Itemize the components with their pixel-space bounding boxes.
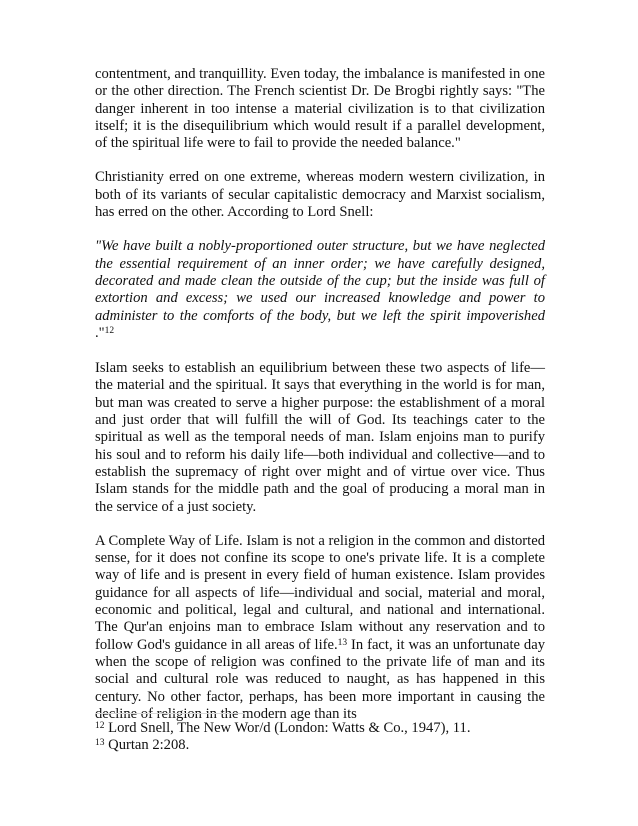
footnote-13 bbox=[95, 737, 545, 754]
footnote-ref-12: 12 bbox=[104, 325, 115, 336]
footnote-divider bbox=[95, 713, 245, 714]
footnote-12 bbox=[95, 720, 545, 737]
footnote-ref-13: 13 bbox=[337, 637, 348, 648]
footnote-number: 13 bbox=[95, 738, 105, 748]
footnote-number: 12 bbox=[95, 721, 105, 731]
paragraph-contentment: contentment, and tranquillity. Even today, the imbalance is manifested in one or the other direction. The French scientist Dr. De Brogbi rightly says: "The danger inherent in too intense a material civilization is to that civilization itself; it is the disequilibrium which would result if a parallel development, of the spiritual life were to fail to provide the needed balance." bbox=[95, 66, 545, 152]
quote-text: "We have built a nobly-proportioned outer structure, but we have neglected the essential requirement of an inner order; we have carefully designed, decorated and made clean the outside of the cup; but the inside was full of extortion and excess; we used our increased knowledge and power to administer to the comforts of the body, but we left the spirit impoverished bbox=[95, 238, 545, 324]
footnote-text: Qurtan 2:208. bbox=[104, 737, 190, 753]
paragraph-islam-equilibrium: Islam seeks to establish an equilibrium between these two aspects of life—the material and the spiritual. It says that everything in the world is for man, but man was created to serve a higher purpose: the establishment of a moral and just order that will fulfill the will of God. Its teachings cater to the spiritual as well as the temporal needs of man. Islam enjoins man to purify his soul and to reform his daily life—both individual and collective—and to establish the supremacy of right over might and of virtue over vice. Thus Islam stands for the middle path and the goal of producing a moral man in the service of a just society. bbox=[95, 360, 545, 515]
footnotes bbox=[95, 720, 545, 754]
paragraph-christianity: Christianity erred on one extreme, whereas modern western civilization, in both of its variants of secular capitalistic democracy and Marxist socialism, has erred on the other. According to Lord Snell: bbox=[95, 169, 545, 221]
complete-text-before: A Complete Way of Life. Islam is not a religion in the common and distorted sense, for it does not confine its scope to one's private life. It is a complete way of life and is present in every field of human existence. Islam provides guidance for all aspects of life—individual and social, material and moral, economic and political, legal and cultural, and national and international. The Qur'an enjoins man to embrace Islam without any reservation and to follow God's guidance in all areas of life. bbox=[95, 532, 545, 653]
quote-closing: ." bbox=[95, 324, 105, 341]
footnote-text: Lord Snell, The New Wor/d (London: Watts & Co., 1947), 11. bbox=[104, 720, 471, 736]
paragraph-complete-way-of-life bbox=[95, 533, 545, 723]
block-quote-lord-snell bbox=[95, 238, 545, 342]
page-body bbox=[95, 66, 545, 740]
complete-text-after: In fact, it was an unfortunate day when the scope of religion was confined to the private life of man and its social and cultural role was reduced to naught, as has happened in this century. No other factor, perhaps, has been more important in causing the decline of religion in the modern age than its bbox=[95, 636, 545, 722]
